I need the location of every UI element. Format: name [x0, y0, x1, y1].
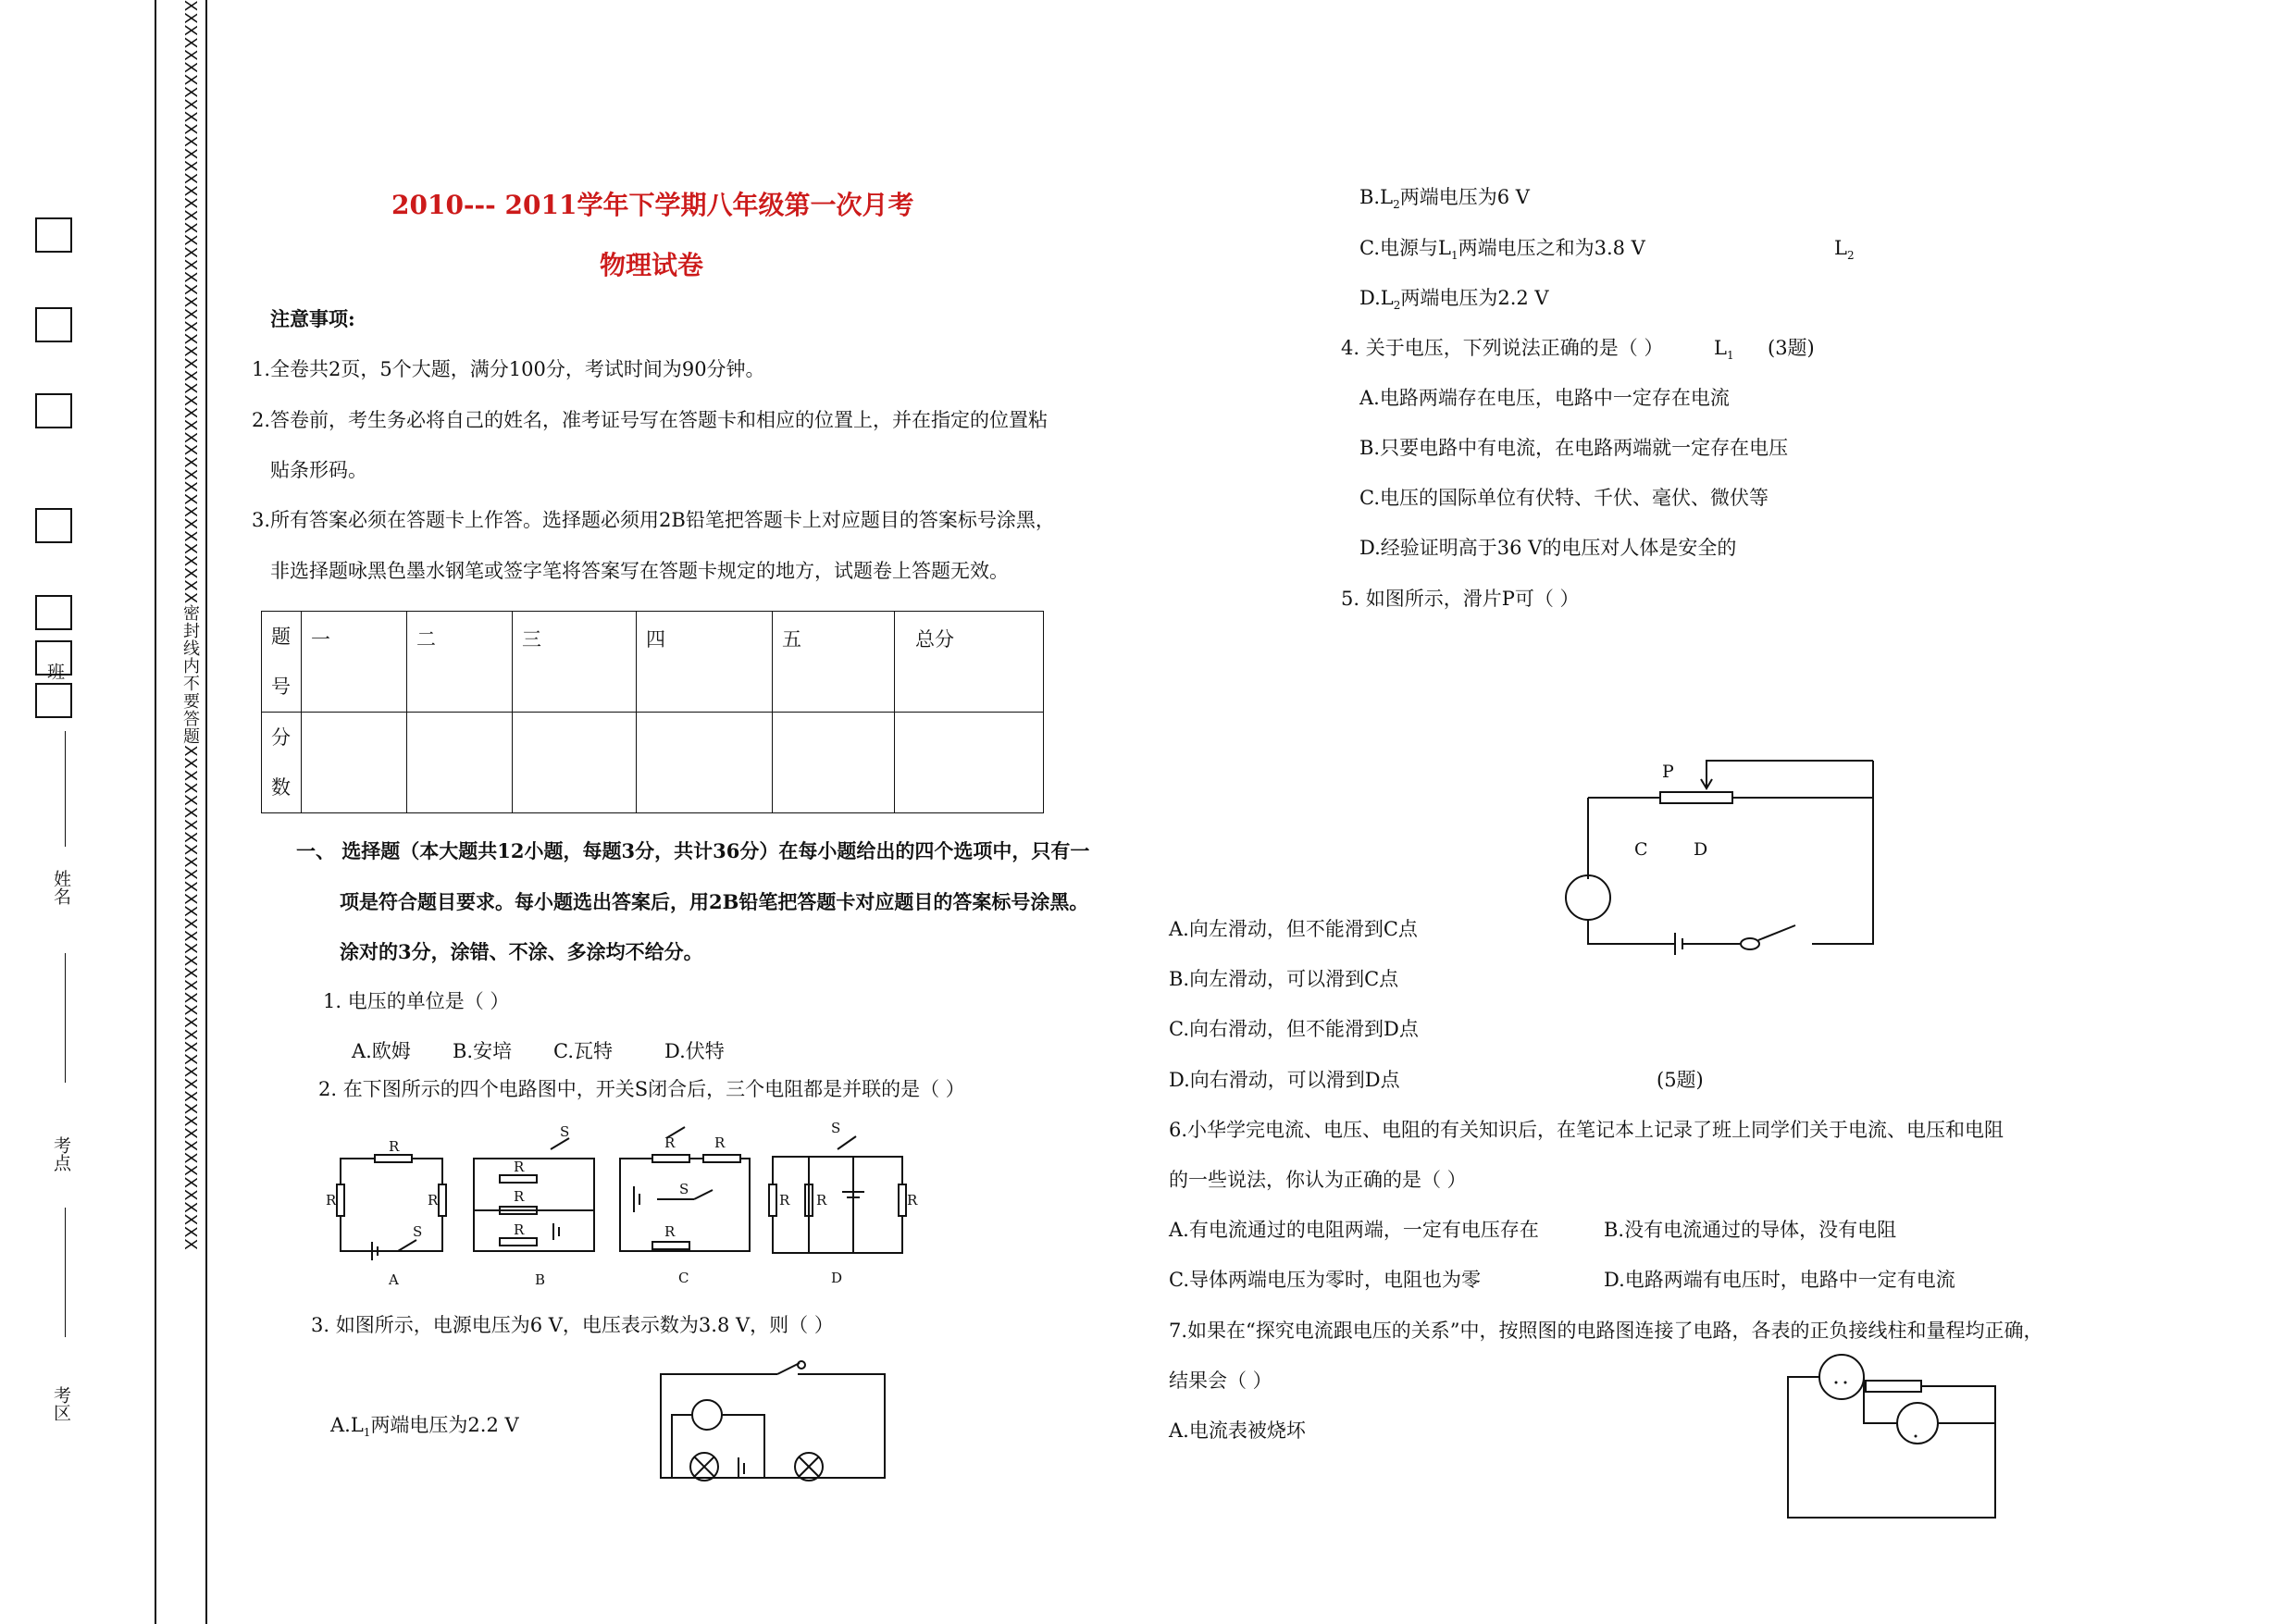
q3-option-b: $B.L_2$两端电压为6 V — [1359, 186, 1530, 212]
q2-circuit-label: A — [389, 1271, 399, 1288]
note-item: 贴条形码。 — [270, 459, 367, 481]
score-cell[interactable] — [407, 713, 513, 813]
q3-option-a: $A.L_1$两端电压为2.2 V — [330, 1414, 519, 1440]
q5-option: B.向左滑动，可以滑到C点 — [1169, 968, 1399, 990]
q3-circuit-diagram — [653, 1346, 894, 1499]
column-header: 总分 — [895, 612, 1044, 713]
q7-stem: 结果会（ ） — [1169, 1370, 1272, 1392]
side-checkbox — [35, 307, 72, 342]
score-cell[interactable] — [302, 713, 407, 813]
q4-option: D.经验证明高于36 V的电压对人体是安全的 — [1359, 537, 1737, 559]
score-cell[interactable] — [773, 713, 895, 813]
q4-stem: 4. 关于电压，下列说法正确的是（ ） — [1341, 337, 1664, 359]
column-header: 三 — [513, 612, 637, 713]
q3-option-c: C.电源与$L_1$两端电压之和为3.8 V — [1359, 237, 1645, 263]
q5-caption: (5题) — [1657, 1069, 1704, 1091]
note-item: 非选择题咏黑色墨水钢笔或签字笔将答案写在答题卡规定的地方，试题卷上答题无效。 — [270, 560, 1009, 582]
q2-circuit-label: B — [535, 1271, 546, 1288]
q2-resistor-label: R — [514, 1221, 525, 1238]
q6-option-a: A.有电流通过的电阻两端，一定有电压存在 — [1169, 1219, 1539, 1241]
q2-switch-label: S — [560, 1123, 570, 1140]
q5-slider-label: P — [1662, 762, 1674, 782]
score-cell[interactable] — [895, 713, 1044, 813]
q3-stem: 3. 如图所示，电源电压为6 V，电压表示数为3.8 V，则（ ） — [311, 1314, 834, 1336]
class-label: 班 — [44, 663, 65, 680]
side-checkbox — [35, 683, 72, 718]
q2-resistor-label: R — [428, 1192, 439, 1209]
binding-line — [155, 0, 156, 1624]
note-item: 2.答卷前，考生务必将自己的姓名，准考证号写在答题卡和相应的位置上，并在指定的位置粘 — [252, 409, 1049, 431]
exam-subtitle: 物理试卷 — [600, 250, 704, 280]
score-cell[interactable] — [637, 713, 773, 813]
side-checkbox — [35, 393, 72, 428]
q5-point-d-label: D — [1694, 839, 1708, 860]
q4-option: A.电路两端存在电压，电路中一定存在电流 — [1359, 387, 1730, 409]
q6-option-b: B.没有电流通过的导体，没有电阻 — [1604, 1219, 1897, 1241]
q2-stem: 2. 在下图所示的四个电路图中，开关S闭合后，三个电阻都是并联的是（ ） — [318, 1078, 965, 1100]
q6-stem: 的一些说法，你认为正确的是（ ） — [1169, 1169, 1467, 1191]
q2-circuit-label: D — [831, 1270, 843, 1286]
column-header: 四 — [637, 612, 773, 713]
column-header: 一 — [302, 612, 407, 713]
binding-line-right — [205, 0, 207, 1624]
q7-stem: 7.如果在“探究电流跟电压的关系”中，按照图的电路图连接了电路，各表的正负接线柱和量程均正确， — [1169, 1320, 2043, 1342]
exam-area-label: 考区 — [51, 1386, 71, 1421]
q1-option: B.安培 — [453, 1040, 513, 1062]
q5-option: C.向右滑动，但不能滑到D点 — [1169, 1018, 1419, 1040]
side-checkbox — [35, 595, 72, 630]
q2-switch-label: S — [413, 1223, 423, 1240]
q5-circuit-diagram — [1555, 750, 1888, 962]
section1-instructions: 一、 选择题（本大题共12小题，每题3分，共计36分）在每小题给出的四个选项中，只有一 — [296, 839, 1090, 862]
q3-option-d: $D.L_2$两端电压为2.2 V — [1359, 287, 1549, 313]
q2-resistor-label: R — [514, 1188, 525, 1205]
row-header: 分 数 — [262, 713, 302, 813]
q1-option: D.伏特 — [664, 1040, 725, 1062]
q6-option-d: D.电路两端有电压时，电路中一定有电流 — [1604, 1269, 1955, 1291]
side-checkbox — [35, 217, 72, 253]
column-header: 五 — [773, 612, 895, 713]
q3-fig-l1-label: $L_1$ — [1714, 337, 1734, 363]
section1-instructions: 项是符合题目要求。每小题选出答案后，用2B铅笔把答题卡对应题目的答案标号涂黑。 — [340, 890, 1089, 913]
q5-stem: 5. 如图所示，滑片P可（ ） — [1341, 588, 1580, 610]
q2-resistor-label: R — [779, 1192, 790, 1209]
field-line — [65, 731, 66, 847]
q4-option: C.电压的国际单位有伏特、千伏、毫伏、微伏等 — [1359, 487, 1769, 509]
q7-circuit-diagram — [1777, 1351, 2008, 1527]
q5-option: A.向左滑动，但不能滑到C点 — [1169, 918, 1418, 940]
q2-resistor-label: R — [664, 1223, 676, 1240]
q2-resistor-label: R — [714, 1134, 726, 1151]
q2-resistor-label: R — [389, 1138, 400, 1155]
q5-point-c-label: C — [1634, 839, 1648, 860]
q5-option: D.向右滑动，可以滑到D点 — [1169, 1069, 1400, 1091]
q6-option-c: C.导体两端电压为零时，电阻也为零 — [1169, 1269, 1481, 1291]
side-checkbox — [35, 508, 72, 543]
q1-option: A.欧姆 — [352, 1040, 411, 1062]
exam-title: 2010--- 2011学年下学期八年级第一次月考 — [391, 190, 914, 220]
q7-option-a: A.电流表被烧坏 — [1169, 1419, 1306, 1442]
name-label: 姓名 — [51, 870, 71, 905]
field-line — [65, 1208, 66, 1337]
q1-stem: 1. 电压的单位是（ ） — [323, 990, 510, 1012]
note-item: 3.所有答案必须在答题卡上作答。选择题必须用2B铅笔把答题卡上对应题目的答案标号涂黑， — [252, 509, 1055, 531]
score-cell[interactable] — [513, 713, 637, 813]
q2-resistor-label: R — [326, 1192, 337, 1209]
q1-option: C.瓦特 — [553, 1040, 613, 1062]
q2-circuit-label: C — [678, 1270, 689, 1286]
notes-heading: 注意事项: — [270, 307, 355, 330]
q2-resistor-label: R — [514, 1159, 525, 1175]
q4-option: B.只要电路中有电流，在电路两端就一定存在电压 — [1359, 437, 1789, 459]
q2-switch-label: S — [831, 1120, 841, 1136]
section1-instructions: 涂对的3分，涂错、不涂、多涂均不给分。 — [340, 940, 703, 963]
row-header: 题 号 — [262, 612, 302, 713]
q2-circuit-diagrams — [324, 1120, 916, 1286]
q2-resistor-label: R — [664, 1134, 676, 1151]
exam-site-label: 考点 — [51, 1136, 71, 1172]
q2-switch-label: S — [679, 1181, 689, 1197]
column-header: 二 — [407, 612, 513, 713]
q2-resistor-label: R — [907, 1192, 918, 1209]
seal-line-text: XXXXXXXXXXXXXXXXXXXXXXXXXXXXXXXXXXXXXXXXXXXXXXXXX密封线内不要答题XXXXXXXXXXXXXXXXXXXXXXXXXXXXXXXXXXXXXXXXX — [180, 0, 200, 1251]
q3-fig-caption: (3题) — [1768, 337, 1815, 359]
note-item: 1.全卷共2页，5个大题，满分100分，考试时间为90分钟。 — [252, 358, 765, 380]
q3-fig-l2-label: $L_2$ — [1834, 237, 1855, 263]
q6-stem: 6.小华学完电流、电压、电阻的有关知识后，在笔记本上记录了班上同学们关于电流、电压和电阻 — [1169, 1119, 2004, 1141]
score-table — [261, 611, 1044, 813]
field-line — [65, 953, 66, 1083]
q2-resistor-label: R — [816, 1192, 827, 1209]
